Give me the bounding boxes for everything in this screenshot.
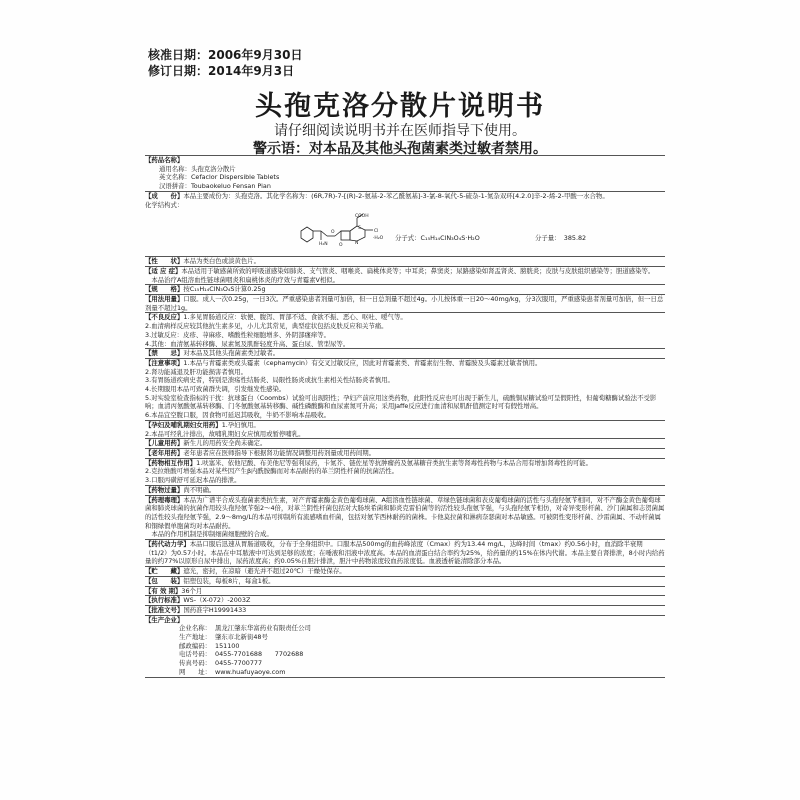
- svg-text:·H₂O: ·H₂O: [373, 236, 384, 242]
- leaflet-section: [145, 539, 665, 566]
- section-line: [145, 295, 665, 312]
- section-line: [145, 340, 665, 349]
- section-text: 1.孕妇慎用。: [221, 420, 260, 429]
- svg-text:O: O: [339, 243, 343, 249]
- section-text: 本品适用于敏感菌所致的呼吸道感染如肺炎、支气管炎、咽喉炎、扁桃体炎等；中耳炎；鼻窦炎；尿路感染如肾盂肾炎、膀胱炎；皮肤与皮肤组织感染等；胆道感染等。: [181, 266, 655, 275]
- section-text: 新生儿的用药安全尚未确定。: [183, 439, 267, 448]
- section-text: 1.多见胃肠道反应：软便、腹泻、胃部不适、食欲不振、恶心、呕吐、嗳气等。: [183, 313, 407, 322]
- manufacturer-value: 0455-7701688 7702688: [215, 650, 304, 659]
- section-composition: [145, 191, 665, 256]
- section-text: 4.其他：血清氨基转移酶、尿素氮及肌酐轻度升高、蛋白尿、管型尿等。: [145, 339, 350, 348]
- manufacturer-row: [145, 650, 665, 659]
- svg-text:H₂N: H₂N: [319, 242, 328, 248]
- revise-date: 修订日期：2014年9月3日: [148, 64, 295, 78]
- leaflet-section: [145, 358, 665, 420]
- section-text: 尚不明确。: [183, 485, 216, 494]
- leaflet-section: [145, 586, 665, 596]
- leaflet-section: [145, 605, 665, 615]
- section-line: [145, 439, 665, 448]
- section-text: 4.长期服用本品可致菌群失调，引发继发性感染。: [145, 385, 286, 394]
- section-text: 36个月: [181, 586, 203, 595]
- leaflet-section: [145, 595, 665, 605]
- section-text: 按C₁₅H₁₄ClN₃O₄S计算0.25g: [183, 285, 266, 294]
- section-text: 5.对实验室检查指标的干扰：抗球蛋白（Coombs）试验可出现阳性；孕妇产前应用这类药物，此阳性反应也可出现于新生儿，硫酸铜尿糖试验可呈假阳性，但葡萄糖酶试验法不受影响；血清丙氨酸氨基转移酶、门冬氨酸氨基转移酶、碱性磷酸酶和血尿素氮可升高；采用Jaffe反应进行血清和尿肌酐值测定时可有假性增高。: [145, 393, 657, 411]
- section-line: [145, 394, 665, 411]
- manufacturer-value: www.huafuyaoye.com: [215, 667, 286, 676]
- section-text: 本品的作用机制是抑制细菌细胞壁的合成。: [145, 530, 273, 539]
- section-label: 【不良反应】: [145, 313, 184, 322]
- leaflet-section: [145, 420, 665, 438]
- section-line: [145, 577, 665, 586]
- section-line: [145, 322, 665, 331]
- section-line: [145, 267, 665, 276]
- section-text: 2.克拉维酸可增强本品对某些因产生β内酰胺酶而对本品耐药的革兰阴性杆菌的抗菌活性。: [145, 467, 399, 476]
- leaflet-section: [145, 438, 665, 448]
- section-text: 3.口服丙磺舒可延迟本品的排泄。: [145, 476, 241, 485]
- manufacturer-value: 肇东市北新街48号: [215, 633, 268, 642]
- section-drug-name: [145, 155, 665, 191]
- section-line: [145, 540, 665, 566]
- section-text: 6.本品宜空腹口服，因食物可延迟其吸收，牛奶不影响本品吸收。: [145, 411, 331, 420]
- section-line: [145, 476, 665, 485]
- section-line: [145, 587, 665, 596]
- section-label: 【生产企业】: [145, 615, 184, 624]
- manufacturer-value: 151100: [215, 641, 240, 650]
- section-text: 1.本品与青霉素类或头霉素（cephamycin）有交叉过敏反应，因此对青霉素类、青霉素衍生物、青霉胺及头霉素过敏者慎用。: [183, 358, 542, 367]
- section-text: 老年患者应在医师指导下根据肾功能情况调整用药剂量或用药间期。: [183, 448, 376, 457]
- approve-date: 核准日期：2006年9月30日: [148, 48, 303, 62]
- manufacturer-row: [145, 624, 665, 633]
- svg-text:O: O: [331, 230, 335, 236]
- date-block: [148, 47, 302, 79]
- manufacturer-row: [145, 668, 665, 677]
- section-label: 【适 应 症】: [145, 266, 182, 275]
- svg-text:Cl: Cl: [374, 229, 379, 235]
- section-text: 本品为广谱半合成头孢菌素类抗生素，对产青霉素酶金黄色葡萄球菌、A组溶血性链球菌、草绿色链球菌和表皮葡萄球菌的活性与头孢羟氨苄相同，对不产酶金黄色葡萄球菌和肺炎球菌的抗菌作用较头孢羟氨苄强2～4倍，对革兰阴性杆菌包括对大肠埃希菌和肺炎克雷伯菌等的活性较头孢氨苄强，与头孢羟氨苄相仿，对奇异变形杆菌、沙门菌属和志贺菌属的活性较头孢羟氨苄强，2.9～8mg/L的本品可抑制所有流感嗜血杆菌，包括对氨苄西林耐药的菌株。卡他莫拉菌和淋病奈瑟菌对本品敏感。可被阴性变形杆菌、沙雷菌属、不动杆菌属和铜绿假单胞菌均对本品耐药。: [145, 495, 665, 530]
- manufacturer-value: 黑龙江肇东华富药业有限责任公司: [215, 624, 311, 633]
- section-line: [145, 421, 665, 430]
- structure-label: 化学结构式：: [145, 200, 184, 209]
- structure-row: [145, 209, 665, 256]
- molecular-formula: 分子式：C₁₅H₁₄ClN₃O₄S·H₂O: [395, 234, 480, 243]
- section-line: [145, 285, 665, 294]
- section-text: 国药准字H19991433: [183, 605, 247, 614]
- warning-statement: 警示语：对本品及其他头孢菌素类过敏者禁用。: [253, 141, 547, 157]
- section-label: 【贮 藏】: [145, 567, 184, 576]
- section-label: 【药代动力学】: [145, 540, 190, 549]
- section-text: 铝塑包装，每板8片，每盒1板。: [183, 576, 275, 585]
- section-line: [145, 496, 665, 531]
- section-text: 3.有胃肠道疾病史者，特别是溃疡性结肠炎、局限性肠炎或抗生素相关性结肠炎者慎用。: [145, 376, 394, 385]
- section-label: 【性 状】: [145, 257, 184, 266]
- section-line: [145, 376, 665, 385]
- section-text: WS-（X-072）-2003Z: [183, 596, 251, 605]
- section-manufacturer: [145, 615, 665, 678]
- leaflet-section: [145, 256, 665, 266]
- molecular-weight: 分子量： 385.82: [535, 234, 587, 243]
- section-line: [145, 331, 665, 340]
- manufacturer-row: [145, 633, 665, 642]
- leaflet-section: [145, 458, 665, 485]
- section-text: 对本品及其他头孢菌素类过敏者。: [183, 349, 280, 358]
- section-text: 1.呋塞米、依他尼酸、布美他尼等强利尿药，卡氮芥、链佐星等抗肿瘤药及氨基糖苷类抗生素等肾毒性药物与本品合用有增加肾毒性的可能。: [196, 458, 593, 467]
- section-label: 【儿童用药】: [145, 439, 184, 448]
- generic-name: 通用名称：头孢克洛分散片: [159, 164, 236, 173]
- leaflet-section: [145, 576, 665, 586]
- svg-text:COOH: COOH: [355, 214, 369, 220]
- section-text: 3.过敏反应：皮疹、荨麻疹、嗜酸性粒细胞增多、外阴部瘙痒等。: [145, 330, 331, 339]
- section-line: [145, 349, 665, 358]
- leaflet-section: [145, 485, 665, 495]
- section-label: 【药物相互作用】: [145, 458, 197, 467]
- section-line: [145, 385, 665, 394]
- section-line: [145, 276, 665, 285]
- section-line: [145, 530, 665, 539]
- section-line: [145, 430, 665, 439]
- leaflet-section: [145, 566, 665, 576]
- section-line: [145, 596, 665, 605]
- leaflet-sections: [145, 256, 665, 614]
- section-line: [145, 411, 665, 420]
- section-label: 【包 装】: [145, 576, 184, 585]
- section-label: 【有 效 期】: [145, 586, 182, 595]
- manufacturer-key: 邮政编码：: [179, 641, 211, 650]
- section-line: [145, 486, 665, 495]
- leaflet-body: [145, 155, 665, 678]
- section-line: [145, 567, 665, 576]
- section-line: [145, 313, 665, 322]
- section-label: 【注意事项】: [145, 358, 184, 367]
- manufacturer-key: 企业名称：: [179, 624, 211, 633]
- section-label: 【用法用量】: [145, 295, 184, 304]
- section-text: 本品治疗A组溶血性链球菌咽炎和扁桃体炎的疗效与青霉素V相似。: [145, 275, 340, 284]
- section-line: [145, 467, 665, 476]
- composition-text: 本品主要成份为：头孢克洛。其化学名称为：(6R,7R)-7-[(R)-2-氨基-2-苯乙酰氨基]-3-氯-8-氧代-5-硫杂-1-氮杂双环[4.2.0]辛-2-烯-2-甲酸一水合物。: [183, 191, 609, 200]
- manufacturer-key: 电话号码：: [179, 650, 211, 659]
- section-text: 本品口服后迅速从胃肠道吸收，分布于全身组织中。口服本品500mg的血药峰浓度（Cmax）约为13.44 mg/L，达峰时间（tmax）约0.56小时，血消除半衰期（t1/2）为0.57小时。本品在中耳脓液中可达到足够的浓度；在唾液和泪液中浓度高。本品的血清蛋白结合率约为25%，给药量的约15%在体内代谢。本品主要自肾排泄，8小时内给药量的约77%以原形自尿中排出，尿药浓度高；约0.05%自胆汁排泄，胆汁中药物浓度较血药浓度低。血液透析能清除部分本品。: [145, 540, 665, 566]
- manufacturer-key: 传真号码：: [179, 659, 211, 668]
- manufacturer-value: 0455-7700777: [215, 659, 263, 668]
- section-label: 【批准文号】: [145, 605, 184, 614]
- leaflet-section: [145, 266, 665, 284]
- section-label: 【规 格】: [145, 285, 184, 294]
- pinyin-name: 汉语拼音：Toubaokeluo Fensan Pian: [159, 182, 271, 191]
- leaflet-section: [145, 348, 665, 358]
- section-text: 2.本品可经乳汁排出，故哺乳期妇女应慎用或暂停哺乳。: [145, 429, 305, 438]
- leaflet-section: [145, 495, 665, 540]
- manufacturer-rows: [145, 624, 665, 676]
- section-text: 2.血清病样反应较其他抗生素多见，小儿尤其常见，典型症状包括皮肤反应和关节痛。: [145, 322, 388, 331]
- section-label: 【药品名称】: [145, 156, 184, 164]
- section-text: 2.肾功能减退及肝功能损害者慎用。: [145, 367, 247, 376]
- chemical-structure-image: [295, 209, 390, 254]
- section-label: 【执行标准】: [145, 596, 184, 605]
- svg-text:N: N: [355, 241, 359, 247]
- manufacturer-key: 网 址：: [179, 667, 211, 676]
- section-label: 【禁 忌】: [145, 349, 184, 358]
- leaflet-section: [145, 448, 665, 458]
- section-line: [145, 606, 665, 615]
- manufacturer-row: [145, 659, 665, 668]
- section-line: [145, 257, 665, 266]
- english-name: 英文名称：Cefaclor Dispersible Tablets: [159, 173, 280, 182]
- leaflet-section: [145, 294, 665, 312]
- section-line: [145, 449, 665, 458]
- section-text: 本品为类白色或淡黄色片。: [183, 257, 261, 266]
- document-title: 头孢克洛分散片说明书: [255, 91, 545, 122]
- section-label: 【孕妇及哺乳期妇女用药】: [145, 420, 222, 429]
- manufacturer-key: 生产地址：: [179, 633, 211, 642]
- section-text: 遮光，密封，在凉暗（避光并不超过20℃）干燥处保存。: [183, 567, 346, 576]
- section-text: 口服。成人一次0.25g，一日3次。严重感染患者剂量可加倍，但一日总剂量不超过4g。小儿按体重一日20～40mg/kg，分3次服用，严重感染患者剂量可加倍，但一日总剂量不超过1g。: [145, 295, 664, 312]
- leaflet-section: [145, 284, 665, 294]
- section-label: 【老年用药】: [145, 448, 184, 457]
- svg-text:S: S: [358, 226, 361, 232]
- document-subtitle: 请仔细阅读说明书并在医师指导下使用。: [274, 123, 526, 139]
- section-label: 【成 份】: [145, 191, 184, 200]
- section-label: 【药理毒理】: [145, 495, 184, 504]
- leaflet-section: [145, 312, 665, 348]
- section-line: [145, 359, 665, 368]
- section-label: 【药物过量】: [145, 485, 184, 494]
